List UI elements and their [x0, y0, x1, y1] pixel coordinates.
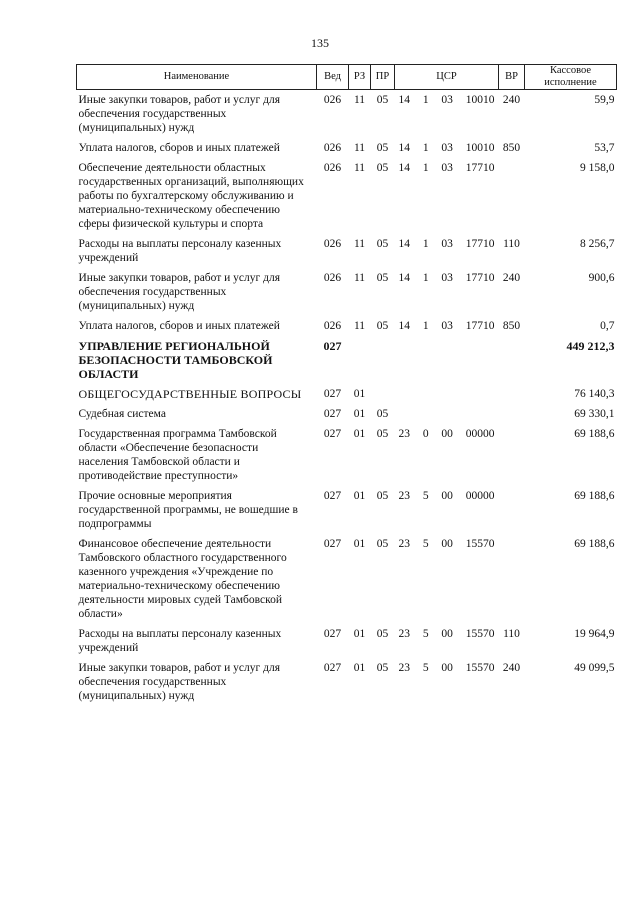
csr-part: 1 [422, 94, 429, 106]
csr-part: 15570 [465, 628, 495, 640]
csr-code [397, 537, 497, 551]
row-rz: 01 [353, 628, 366, 640]
csr-part: 00 [441, 490, 453, 502]
row-ved: 026 [323, 94, 342, 106]
row-vr [499, 158, 525, 234]
csr-part: 17710 [465, 162, 495, 174]
row-name: Прочие основные мероприятия государственной программы, не вошедшие в подпрограммы [78, 490, 298, 530]
row-sum: 19 964,9 [574, 628, 615, 640]
csr-part: 5 [422, 490, 429, 502]
table-row [77, 234, 617, 268]
row-rz: 11 [353, 320, 366, 332]
csr-code [397, 271, 497, 285]
row-sum: 69 188,6 [574, 428, 615, 440]
row-pr: 05 [376, 628, 389, 640]
row-sum: 49 099,5 [574, 662, 615, 674]
table-row [77, 658, 617, 706]
budget-table [76, 64, 617, 706]
row-sum: 69 188,6 [574, 538, 615, 550]
csr-part: 1 [422, 238, 429, 250]
row-sum: 900,6 [588, 272, 615, 284]
row-vr: 240 [502, 272, 521, 284]
row-ved: 027 [323, 490, 342, 502]
row-vr: 240 [502, 662, 521, 674]
csr-part: 17710 [465, 272, 495, 284]
row-csr [395, 658, 499, 706]
table-row [77, 404, 617, 424]
table-header [77, 65, 617, 90]
row-name: Обеспечение деятельности областных государственных организаций, выполняющих работы по бухгалтерскому обслуживанию и материально-техническому обеспечению сферы физической культуры и спорта [78, 162, 304, 230]
row-pr: 05 [376, 272, 389, 284]
csr-part: 03 [441, 238, 453, 250]
row-name: Иные закупки товаров, работ и услуг для обеспечения государственных (муниципальных) нужд [78, 272, 280, 312]
csr-part: 00 [441, 538, 453, 550]
csr-part: 1 [422, 272, 429, 284]
row-name: Расходы на выплаты персоналу казенных учреждений [78, 628, 282, 654]
col-header-name: Наименование [77, 65, 317, 90]
row-csr [395, 316, 499, 336]
row-vr: 850 [502, 320, 521, 332]
row-ved: 027 [323, 388, 342, 400]
csr-part: 10010 [465, 142, 495, 154]
table-row [77, 534, 617, 624]
row-rz: 01 [353, 388, 366, 400]
table-row [77, 336, 617, 384]
row-csr [395, 404, 499, 424]
row-sum: 59,9 [594, 94, 615, 106]
table-row [77, 316, 617, 336]
csr-part: 00000 [465, 428, 495, 440]
col-header-csr: ЦСР [395, 65, 499, 90]
csr-part: 03 [441, 94, 453, 106]
row-name: УПРАВЛЕНИЕ РЕГИОНАЛЬНОЙ БЕЗОПАСНОСТИ ТАМБОВСКОЙ ОБЛАСТИ [78, 339, 273, 381]
csr-part: 15570 [465, 662, 495, 674]
csr-part: 23 [398, 428, 410, 440]
row-rz: 11 [353, 272, 366, 284]
row-name: Расходы на выплаты персоналу казенных учреждений [78, 238, 282, 264]
csr-code [397, 627, 497, 641]
csr-part: 23 [398, 490, 410, 502]
row-vr: 110 [503, 238, 520, 250]
row-csr [395, 486, 499, 534]
csr-part: 0 [422, 428, 429, 440]
table-row [77, 158, 617, 234]
csr-part: 15570 [465, 538, 495, 550]
csr-part: 1 [422, 142, 429, 154]
table-body [77, 90, 617, 707]
page-number: 135 [311, 36, 329, 50]
row-rz: 01 [353, 490, 366, 502]
csr-part: 23 [398, 538, 410, 550]
csr-part: 23 [398, 662, 410, 674]
row-ved: 027 [323, 628, 342, 640]
row-pr [371, 384, 395, 404]
csr-part: 5 [422, 628, 429, 640]
row-pr: 05 [376, 142, 389, 154]
row-rz: 11 [353, 94, 366, 106]
col-header-sum: Кассовое исполнение [525, 65, 617, 90]
csr-part: 14 [398, 162, 410, 174]
row-rz: 01 [353, 538, 366, 550]
table-row [77, 90, 617, 139]
row-pr [371, 336, 395, 384]
row-vr [499, 424, 525, 486]
row-name: Государственная программа Тамбовской области «Обеспечение безопасности населения Тамбовской области и противодействие преступности» [78, 428, 277, 482]
row-ved: 027 [323, 538, 342, 550]
row-sum: 8 256,7 [580, 238, 615, 250]
csr-part: 03 [441, 272, 453, 284]
row-vr: 850 [502, 142, 521, 154]
csr-code [397, 427, 497, 441]
csr-part: 00 [441, 428, 453, 440]
row-pr: 05 [376, 238, 389, 250]
col-header-pr: ПР [371, 65, 395, 90]
row-sum: 449 212,3 [566, 339, 615, 353]
row-rz: 01 [353, 408, 366, 420]
row-vr: 110 [503, 628, 520, 640]
col-header-ved: Вед [317, 65, 349, 90]
row-sum: 69 330,1 [574, 408, 615, 420]
row-name: Финансовое обеспечение деятельности Тамбовского областного государственного казенного учреждения «Учреждение по материально-техническому обеспечению деятельности мировых судей Тамбовской области» [78, 538, 287, 620]
csr-part: 14 [398, 142, 410, 154]
row-sum: 9 158,0 [580, 162, 615, 174]
csr-part: 1 [422, 162, 429, 174]
row-csr [395, 534, 499, 624]
csr-part: 14 [398, 238, 410, 250]
row-name: ОБЩЕГОСУДАРСТВЕННЫЕ ВОПРОСЫ [78, 387, 302, 401]
row-pr: 05 [376, 162, 389, 174]
row-name: Иные закупки товаров, работ и услуг для обеспечения государственных (муниципальных) нужд [78, 94, 280, 134]
row-ved: 026 [323, 238, 342, 250]
csr-part: 03 [441, 162, 453, 174]
row-ved: 027 [323, 339, 342, 353]
row-name: Судебная система [78, 408, 166, 420]
row-rz: 11 [353, 142, 366, 154]
row-vr: 240 [502, 94, 521, 106]
row-vr [499, 486, 525, 534]
table-row [77, 384, 617, 404]
csr-part: 14 [398, 94, 410, 106]
csr-part: 14 [398, 272, 410, 284]
csr-part: 10010 [465, 94, 495, 106]
row-rz: 11 [353, 238, 366, 250]
row-ved: 027 [323, 662, 342, 674]
csr-part: 00000 [465, 490, 495, 502]
row-name: Уплата налогов, сборов и иных платежей [78, 320, 280, 332]
csr-code [397, 237, 497, 251]
csr-part: 1 [422, 320, 429, 332]
row-ved: 027 [323, 428, 342, 440]
row-pr: 05 [376, 94, 389, 106]
row-csr [395, 624, 499, 658]
table-row [77, 624, 617, 658]
row-vr [499, 336, 525, 384]
csr-part: 5 [422, 662, 429, 674]
row-rz: 01 [353, 428, 366, 440]
table-row [77, 138, 617, 158]
row-vr [499, 404, 525, 424]
csr-part: 5 [422, 538, 429, 550]
row-name: Иные закупки товаров, работ и услуг для обеспечения государственных (муниципальных) нужд [78, 662, 280, 702]
col-header-vr: ВР [499, 65, 525, 90]
col-header-rz: РЗ [349, 65, 371, 90]
row-pr: 05 [376, 408, 389, 420]
table-row [77, 486, 617, 534]
csr-part: 14 [398, 320, 410, 332]
row-pr: 05 [376, 662, 389, 674]
row-csr [395, 268, 499, 316]
csr-part: 00 [441, 628, 453, 640]
row-rz: 11 [353, 162, 366, 174]
table-row [77, 424, 617, 486]
csr-code [397, 489, 497, 503]
csr-code [397, 161, 497, 175]
csr-code [397, 93, 497, 107]
row-ved: 026 [323, 142, 342, 154]
row-csr [395, 158, 499, 234]
row-ved: 027 [323, 408, 342, 420]
csr-code [397, 319, 497, 333]
csr-part: 17710 [465, 238, 495, 250]
csr-code [397, 141, 497, 155]
csr-part: 17710 [465, 320, 495, 332]
csr-part: 00 [441, 662, 453, 674]
csr-part: 03 [441, 142, 453, 154]
row-csr [395, 234, 499, 268]
row-ved: 026 [323, 272, 342, 284]
csr-code [397, 661, 497, 675]
row-sum: 53,7 [594, 142, 615, 154]
table-row [77, 268, 617, 316]
row-pr: 05 [376, 320, 389, 332]
row-csr [395, 384, 499, 404]
row-pr: 05 [376, 490, 389, 502]
row-ved: 026 [323, 162, 342, 174]
row-pr: 05 [376, 428, 389, 440]
row-sum: 76 140,3 [574, 388, 615, 400]
row-csr [395, 424, 499, 486]
row-rz: 01 [353, 662, 366, 674]
row-vr [499, 534, 525, 624]
row-csr [395, 138, 499, 158]
row-csr [395, 336, 499, 384]
row-sum: 0,7 [600, 320, 615, 332]
csr-part: 03 [441, 320, 453, 332]
csr-part: 23 [398, 628, 410, 640]
row-ved: 026 [323, 320, 342, 332]
row-pr: 05 [376, 538, 389, 550]
row-vr [499, 384, 525, 404]
row-sum: 69 188,6 [574, 490, 615, 502]
row-rz [349, 336, 371, 384]
row-name: Уплата налогов, сборов и иных платежей [78, 142, 280, 154]
row-csr [395, 90, 499, 139]
